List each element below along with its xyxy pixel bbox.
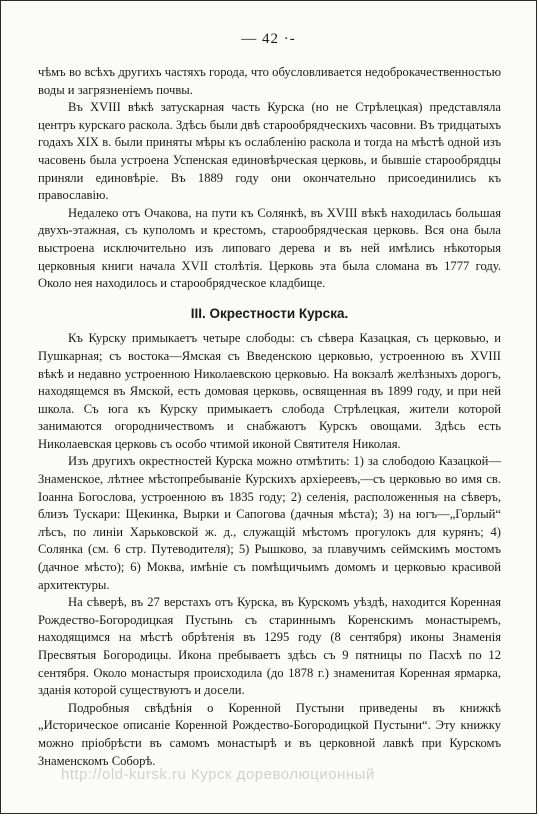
- paragraph: Изъ другихъ окрестностей Курска можно отмѣтить: 1) за слободою Казацкой—Знаменское, лѣтнее мѣстопребываніе Курскихъ архіереевъ,—съ церковью во имя св. Іоанна Богослова, устроенною въ 1835 году; 2) селенія, расположенныя на сѣверъ, близъ Тускари: Щекинка, Вырки и Сапогова (дачныя мѣста); 3) на югъ—„Горлый“ лѣсъ, по линіи Харьковской ж. д., служащій мѣстомъ прогулокъ для курянъ; 4) Солянка (см. 6 стр. Путеводителя); 5) Рышково, за плавучимъ сеймскимъ мостомъ (дачное мѣсто); 6) Моква, имѣніе съ помѣщичьимъ домомъ и церковью красивой архитектуры.: [38, 454, 501, 592]
- paragraph: Въ XVIII вѣкѣ затускарная часть Курска (но не Стрѣлецкая) представляла центръ курскаго раскола. Здѣсь были двѣ старообрядческихъ часовни. Въ тридцатыхъ годахъ XIX в. были приняты мѣры къ ослабленію раскола и тогда на мѣстѣ одной изъ часовень была устроена Успенская единовѣрческая церковь, и бывшіе старообрядцы приняли единовѣріе. Въ 1889 году они окончательно присоединились къ православію.: [38, 100, 501, 203]
- watermark: http://old-kursk.ru Курск дореволюционный: [61, 766, 375, 783]
- body-text: [38, 64, 501, 770]
- section-heading: III. Окрестности Курска.: [190, 305, 349, 321]
- paragraph: Подробныя свѣдѣнія о Коренной Пустыни приведены въ книжкѣ „Историческое описаніе Коренной Рождество-Богородицкой Пустыни“. Эту книжку можно пріобрѣсти въ самомъ монастырѣ и въ церковной лавкѣ при Курскомъ Знаменскомъ Соборѣ.: [38, 700, 501, 768]
- page-number: — 42 ·-: [241, 31, 296, 47]
- paragraph: Недалеко отъ Очакова, на пути къ Солянкѣ, въ XVIII вѣкѣ находилась большая двухъ-этажная, съ куполомъ и крестомъ, старообрядческая церковь. Вся она была выстроена исключительно изъ липоваго дерева и въ ней имѣлись нѣкоторыя церковныя книги начала XVII столѣтія. Церковь эта была сломана въ 1777 году. Около нея находилось и старообрядческое кладбище.: [38, 205, 501, 291]
- paragraph: На сѣверѣ, въ 27 верстахъ отъ Курска, въ Курскомъ уѣздѣ, находится Коренная Рождество-Богородицкая Пустынь съ стариннымъ Коренскимъ монастыремъ, находящимся на мѣстѣ обрѣтенія въ 1295 году (8 сентября) иконы Знаменія Пресвятыя Богородицы. Икона пребываетъ здѣсь съ 9 пятницы по Пасхѣ по 12 сентября. Около монастыря происходила (до 1878 г.) знаменитая Коренная ярмарка, зданія которой существуютъ и досели.: [38, 595, 501, 698]
- paragraph: чѣмъ во всѣхъ другихъ частяхъ города, что обусловливается недоброкачественностью воды и загрязненіемъ почвы.: [38, 65, 501, 97]
- paragraph: Къ Курску примыкаетъ четыре слободы: съ сѣвера Казацкая, съ церковью, и Пушкарная; съ востока—Ямская съ Введенскою церковью, устроенною въ XVIII вѣкѣ и недавно устроенною Николаевскою церковью. На вокзалѣ желѣзныхъ дорогъ, находящемся въ Ямской, есть домовая церковь, освященная въ 1899 году, и при ней школа. Съ юга къ Курску примыкаетъ слобода Стрѣлецкая, жители которой занимаются огородничествомъ и снабжаютъ Курскъ овощами. Здѣсь есть Николаевская церковь съ особо чтимой иконой Святителя Николая.: [38, 331, 501, 451]
